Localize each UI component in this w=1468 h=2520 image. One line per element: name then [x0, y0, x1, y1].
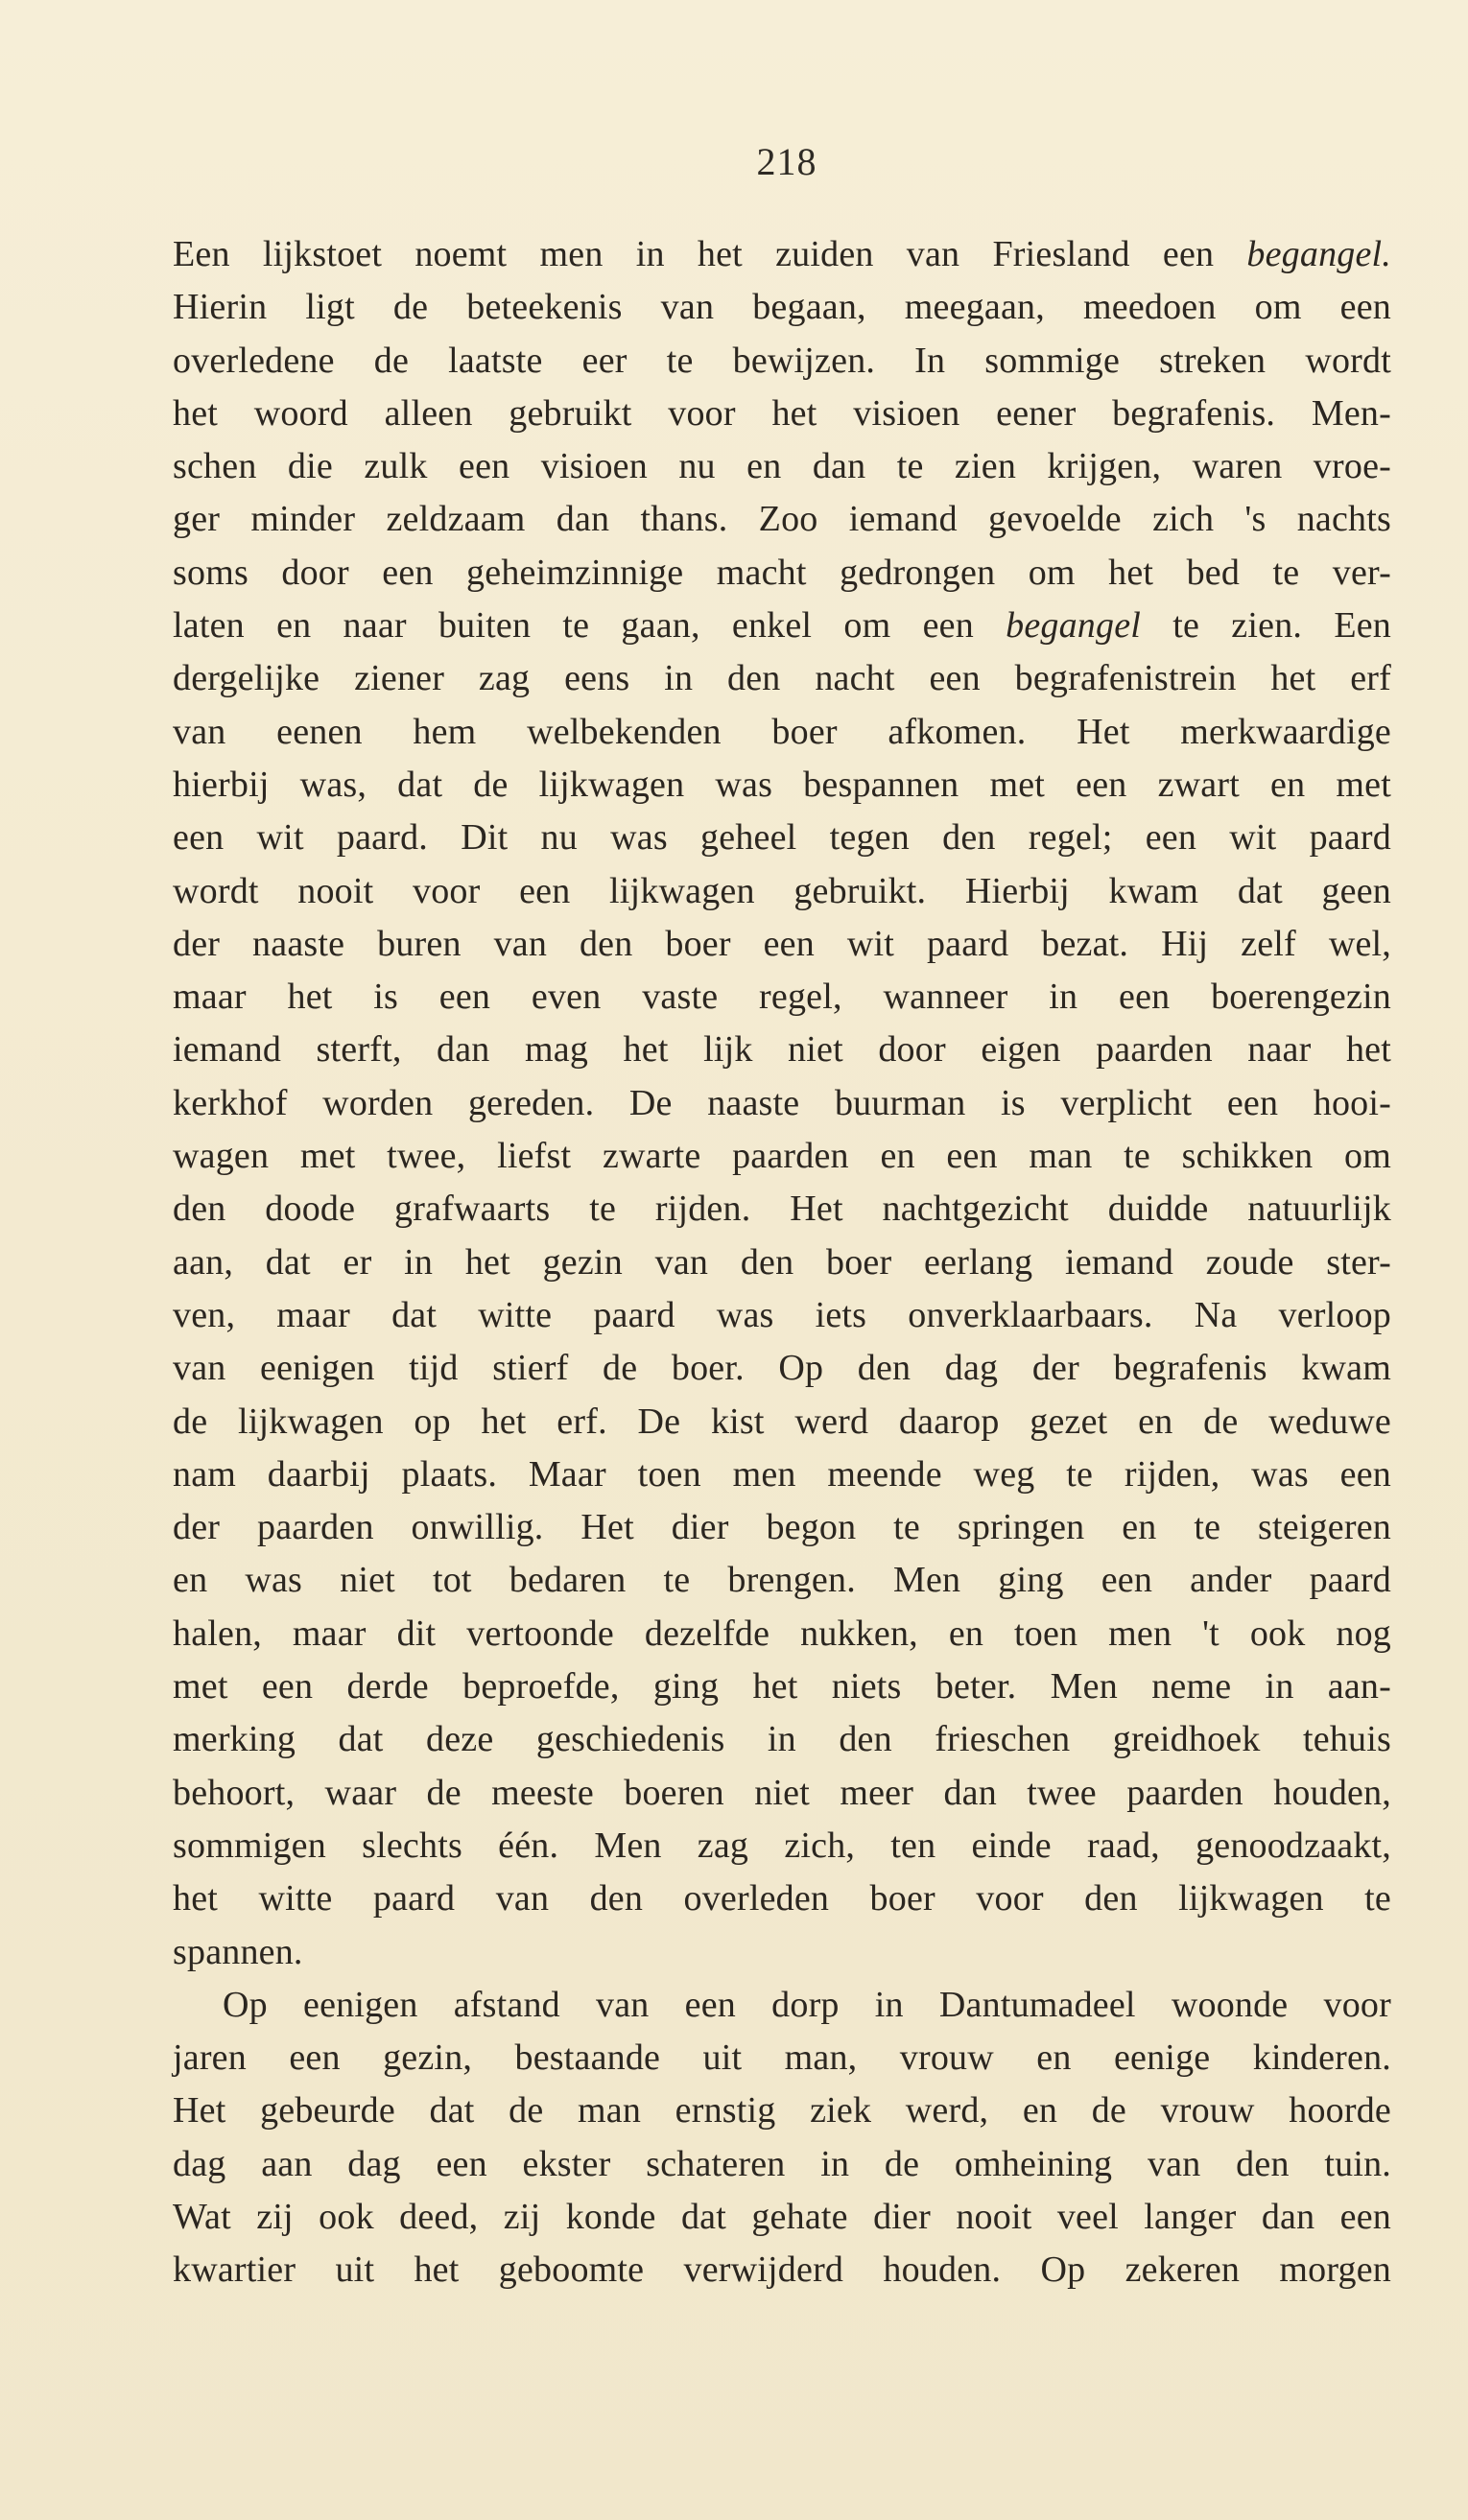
text-line: [173, 652, 1391, 705]
text-line: [173, 1926, 1391, 1979]
text-segment: een wit paard. Dit nu was geheel tegen den regel; een wit paard: [173, 817, 1391, 859]
text-segment: ger minder zeldzaam dan thans. Zoo iemand gevoelde zich 's nachts: [173, 499, 1391, 540]
text-segment: maar het is een even vaste regel, wanneer in een boerengezin: [173, 977, 1391, 1018]
text-segment: Op eenigen afstand van een dorp in Dantumadeel woonde voor: [223, 1984, 1391, 2025]
text-line: [173, 971, 1391, 1024]
text-segment: dergelijke ziener zag eens in den nacht een begrafenistrein het erf: [173, 658, 1391, 699]
text-segment: der naaste buren van den boer een wit paard bezat. Hij zelf wel,: [173, 923, 1391, 964]
text-line: [173, 1979, 1391, 2032]
text-line: [173, 1024, 1391, 1076]
text-segment: Het gebeurde dat de man ernstig ziek werd, en de vrouw hoorde: [173, 2090, 1391, 2131]
text-line: [173, 2084, 1391, 2137]
text-line: [173, 812, 1391, 864]
text-line: [173, 600, 1391, 652]
text-segment: het witte paard van den overleden boer voor den lijkwagen te: [173, 1878, 1391, 1919]
text-line: [173, 1236, 1391, 1289]
text-segment: nam daarbij plaats. Maar toen men meende weg te rijden, was een: [173, 1453, 1391, 1495]
text-segment: der paarden onwillig. Het dier begon te springen en te steigeren: [173, 1507, 1391, 1548]
text-line: [173, 918, 1391, 971]
text-segment: van eenigen tijd stierf de boer. Op den dag der begrafenis kwam: [173, 1348, 1391, 1389]
text-segment: spannen.: [173, 1931, 303, 1972]
text-line: [173, 1660, 1391, 1713]
text-line: [173, 1872, 1391, 1925]
text-segment: aan, dat er in het gezin van den boer eerlang iemand zoude ster-: [173, 1241, 1391, 1283]
text-segment: en was niet tot bedaren te brengen. Men ging een ander paard: [173, 1560, 1391, 1601]
text-segment: te zien. Een: [1141, 605, 1391, 647]
text-line: [173, 1396, 1391, 1448]
text-line: [173, 1713, 1391, 1766]
text-line: [173, 281, 1391, 334]
text-line: [173, 228, 1391, 281]
text-segment: merking dat deze geschiedenis in den frieschen greidhoek tehuis: [173, 1719, 1391, 1760]
text-segment: het woord alleen gebruikt voor het visioen eener begrafenis. Men-: [173, 392, 1391, 434]
text-segment: kerkhof worden gereden. De naaste buurman is verplicht een hooi-: [173, 1082, 1391, 1123]
text-segment: dag aan dag een ekster schateren in de omheining van den tuin.: [173, 2143, 1391, 2184]
text-segment: met een derde beproefde, ging het niets beter. Men neme in aan-: [173, 1666, 1391, 1707]
text-line: [173, 1183, 1391, 1236]
text-segment: overledene de laatste eer te bewijzen. In sommige streken wordt: [173, 340, 1391, 381]
text-line: [173, 1448, 1391, 1501]
text-segment: kwartier uit het geboomte verwijderd houden. Op zekeren morgen: [173, 2249, 1391, 2291]
text-segment: iemand sterft, dan mag het lijk niet door eigen paarden naar het: [173, 1029, 1391, 1071]
text-line: [173, 335, 1391, 388]
italic-term: begangel: [1006, 605, 1142, 647]
text-segment: wagen met twee, liefst zwarte paarden en een man te schikken om: [173, 1136, 1391, 1177]
body-text: [173, 228, 1391, 2297]
text-line: [173, 706, 1391, 759]
text-segment: hierbij was, dat de lijkwagen was bespannen met een zwart en met: [173, 764, 1391, 805]
text-line: [173, 1820, 1391, 1872]
text-line: [173, 2138, 1391, 2191]
text-segment: wordt nooit voor een lijkwagen gebruikt. Hierbij kwam dat geen: [173, 870, 1391, 911]
text-line: [173, 1077, 1391, 1130]
text-segment: behoort, waar de meeste boeren niet meer dan twee paarden houden,: [173, 1772, 1391, 1813]
text-line: [173, 388, 1391, 440]
text-segment: Een lijkstoet noemt men in het zuiden van Friesland een: [173, 234, 1247, 274]
text-line: [173, 1130, 1391, 1183]
text-line: [173, 1342, 1391, 1395]
text-segment: van eenen hem welbekenden boer afkomen. Het merkwaardige: [173, 711, 1391, 752]
text-line: [173, 865, 1391, 918]
text-line: [173, 440, 1391, 493]
text-segment: laten en naar buiten te gaan, enkel om een: [173, 605, 1006, 647]
text-line: [173, 547, 1391, 600]
text-line: [173, 1767, 1391, 1820]
text-segment: schen die zulk een visioen nu en dan te zien krijgen, waren vroe-: [173, 446, 1391, 487]
text-line: [173, 1289, 1391, 1342]
text-line: [173, 2032, 1391, 2084]
text-segment: de lijkwagen op het erf. De kist werd daarop gezet en de weduwe: [173, 1401, 1391, 1442]
text-line: [173, 759, 1391, 812]
text-segment: den doode grafwaarts te rijden. Het nachtgezicht duidde natuurlijk: [173, 1189, 1391, 1230]
italic-term: begangel.: [1246, 234, 1391, 274]
text-line: [173, 1608, 1391, 1660]
text-line: [173, 2244, 1391, 2296]
text-segment: soms door een geheimzinnige macht gedrongen om het bed te ver-: [173, 552, 1391, 593]
text-segment: jaren een gezin, bestaande uit man, vrouw en eenige kinderen.: [173, 2037, 1391, 2079]
page-number: 218: [756, 140, 817, 183]
text-segment: halen, maar dit vertoonde dezelfde nukken, en toen men 't ook nog: [173, 1613, 1391, 1654]
text-line: [173, 1501, 1391, 1554]
text-line: [173, 2191, 1391, 2244]
text-segment: ven, maar dat witte paard was iets onverklaarbaars. Na verloop: [173, 1294, 1391, 1335]
text-segment: Wat zij ook deed, zij konde dat gehate dier nooit veel langer dan een: [173, 2196, 1391, 2237]
text-segment: sommigen slechts één. Men zag zich, ten einde raad, genoodzaakt,: [173, 1825, 1391, 1866]
text-segment: Hierin ligt de beteekenis van begaan, meegaan, meedoen om een: [173, 287, 1391, 328]
text-line: [173, 493, 1391, 546]
text-line: [173, 1554, 1391, 1607]
